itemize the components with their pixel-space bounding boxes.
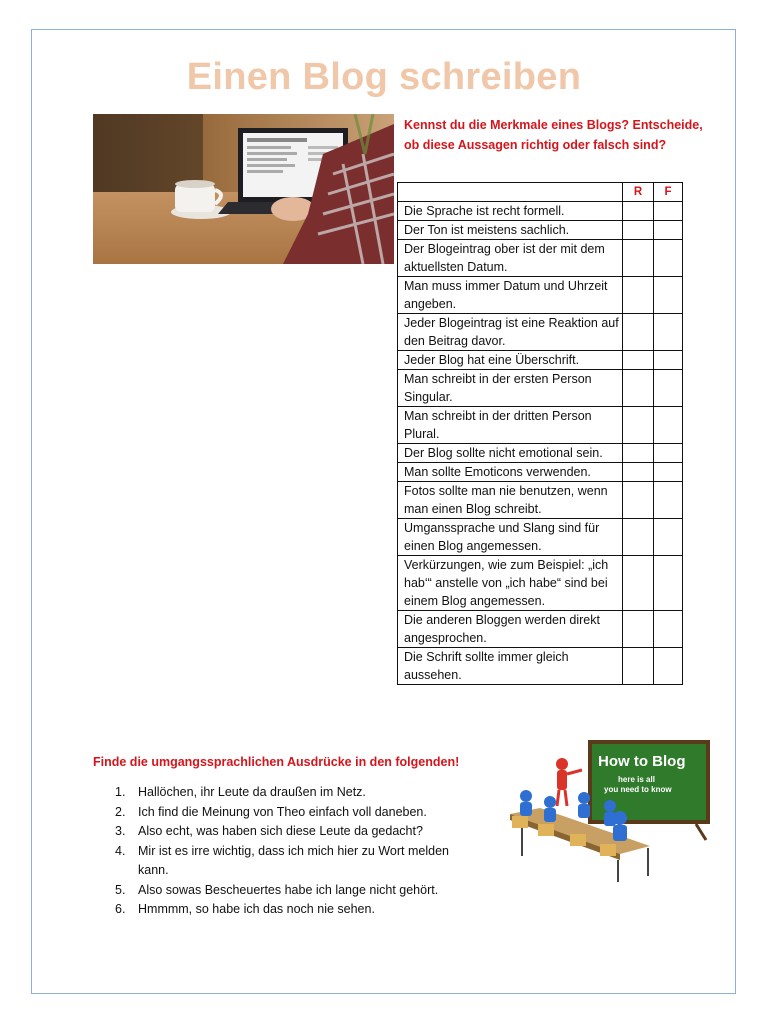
item-number: 5. [115, 882, 126, 897]
checkbox-f[interactable] [654, 221, 683, 240]
statement: Der Blog sollte nicht emotional sein. [398, 444, 623, 463]
checkbox-r[interactable] [623, 556, 654, 611]
checkbox-r[interactable] [623, 463, 654, 482]
statement: Der Ton ist meistens sachlich. [398, 221, 623, 240]
checkbox-f[interactable] [654, 277, 683, 314]
statement: Man sollte Emoticons verwenden. [398, 463, 623, 482]
checkbox-r[interactable] [623, 370, 654, 407]
checkbox-r[interactable] [623, 444, 654, 463]
item-text: Mir ist es irre wichtig, dass ich mich hier zu Wort melden kann. [138, 843, 449, 877]
statement: Jeder Blog hat eine Überschrift. [398, 351, 623, 370]
checkbox-f[interactable] [654, 202, 683, 221]
expression-list [93, 783, 483, 920]
item-text: Hallöchen, ihr Leute da draußen im Netz. [138, 785, 366, 799]
checkbox-r[interactable] [623, 277, 654, 314]
statement: Die Sprache ist recht formell. [398, 202, 623, 221]
table-row [398, 463, 683, 482]
item-text: Also sowas Bescheuertes habe ich lange nicht gehört. [138, 882, 439, 897]
table-row [398, 407, 683, 444]
statement: Man schreibt in der dritten Person Plural. [398, 407, 623, 444]
list-item [93, 822, 483, 842]
checkbox-f[interactable] [654, 407, 683, 444]
checkbox-f[interactable] [654, 444, 683, 463]
checkbox-r[interactable] [623, 482, 654, 519]
checkbox-f[interactable] [654, 611, 683, 648]
table-row [398, 202, 683, 221]
item-text: Hmmmm, so habe ich das noch nie sehen. [138, 902, 375, 916]
checkbox-r[interactable] [623, 407, 654, 444]
statement: Die anderen Bloggen werden direkt angesprochen. [398, 611, 623, 648]
checkbox-f[interactable] [654, 314, 683, 351]
table-row [398, 611, 683, 648]
item-number: 2. [115, 804, 126, 819]
statement: Verkürzungen, wie zum Beispiel: „ich hab‘“ anstelle von „ich habe“ sind bei einem Blog angemessen. [398, 556, 623, 611]
checkbox-r[interactable] [623, 240, 654, 277]
task-prompt: Kennst du die Merkmale eines Blogs? Entscheide, ob diese Aussagen richtig oder falsch sind? [404, 118, 703, 152]
checkbox-r[interactable] [623, 314, 654, 351]
checkbox-f[interactable] [654, 482, 683, 519]
item-number: 3. [115, 824, 126, 838]
checkbox-f[interactable] [654, 370, 683, 407]
checkbox-r[interactable] [623, 221, 654, 240]
checkbox-r[interactable] [623, 351, 654, 370]
header-empty [398, 183, 623, 202]
item-number: 1. [115, 785, 126, 799]
table-row [398, 240, 683, 277]
statement: Man muss immer Datum und Uhrzeit angeben. [398, 277, 623, 314]
checkbox-r[interactable] [623, 519, 654, 556]
table-row [398, 519, 683, 556]
header-richtig: R [623, 183, 654, 202]
list-item [93, 783, 483, 803]
table-row [398, 221, 683, 240]
board-title: How to Blog [598, 753, 686, 770]
checkbox-f[interactable] [654, 556, 683, 611]
laptop-coffee-photo [93, 114, 394, 264]
table-row [398, 444, 683, 463]
page-title: Einen Blog schreiben [186, 56, 582, 98]
item-text: Ich find die Meinung von Theo einfach voll daneben. [138, 804, 427, 819]
list-item [93, 881, 483, 901]
how-to-blog-illustration [500, 736, 720, 884]
table-row [398, 482, 683, 519]
list-item [93, 803, 483, 823]
board-line2: here is all [618, 775, 655, 784]
checkbox-r[interactable] [623, 648, 654, 685]
header-falsch: F [654, 183, 683, 202]
item-number: 6. [115, 902, 126, 916]
statement: Fotos sollte man nie benutzen, wenn man einen Blog schreibt. [398, 482, 623, 519]
checkbox-f[interactable] [654, 648, 683, 685]
checkbox-r[interactable] [623, 202, 654, 221]
table-row [398, 351, 683, 370]
board-line3: you need to know [604, 785, 672, 794]
table-header-row [398, 183, 683, 202]
list-item [93, 842, 483, 881]
statement: Der Blogeintrag ober ist der mit dem aktuellsten Datum. [398, 240, 623, 277]
table-row [398, 556, 683, 611]
statement: Jeder Blogeintrag ist eine Reaktion auf den Beitrag davor. [398, 314, 623, 351]
table-row [398, 648, 683, 685]
table-row [398, 314, 683, 351]
statement: Die Schrift sollte immer gleich aussehen. [398, 648, 623, 685]
table-row [398, 277, 683, 314]
item-number: 4. [115, 843, 126, 858]
statement: Man schreibt in der ersten Person Singular. [398, 370, 623, 407]
checkbox-r[interactable] [623, 611, 654, 648]
list-item [93, 900, 483, 920]
checkbox-f[interactable] [654, 240, 683, 277]
item-text: Also echt, was haben sich diese Leute da gedacht? [138, 824, 423, 838]
checkbox-f[interactable] [654, 519, 683, 556]
true-false-table [397, 182, 683, 685]
table-row [398, 370, 683, 407]
checkbox-f[interactable] [654, 351, 683, 370]
checkbox-f[interactable] [654, 463, 683, 482]
statement: Umganssprache und Slang sind für einen Blog angemessen. [398, 519, 623, 556]
section-heading: Finde die umgangssprachlichen Ausdrücke in den folgenden! [93, 755, 460, 769]
